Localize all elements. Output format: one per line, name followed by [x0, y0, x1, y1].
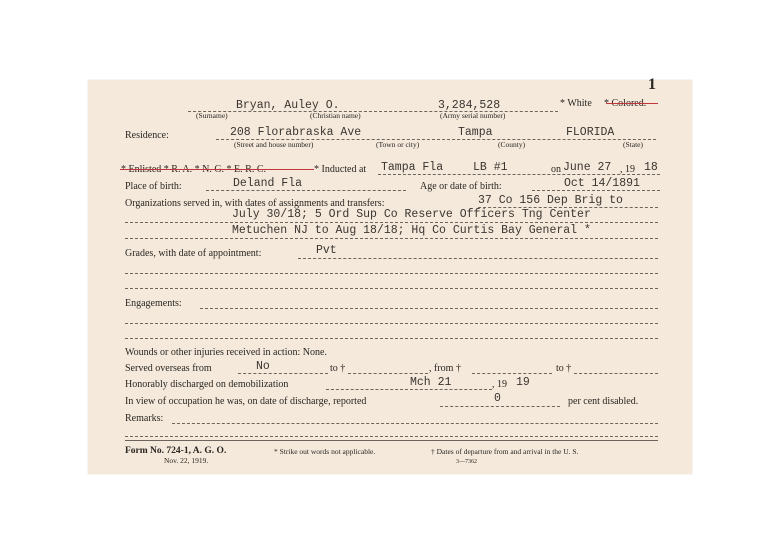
grades-dash-2 — [125, 273, 658, 274]
birthplace-line — [206, 190, 406, 191]
overseas-dash-3 — [472, 373, 552, 374]
disability-dash — [440, 406, 560, 407]
to-label-1: to † — [330, 363, 346, 374]
discharge-year-prefix: , 19 — [492, 379, 507, 390]
discharge-dash — [326, 389, 492, 390]
overseas-typed: No — [256, 360, 270, 373]
disability-label: In view of occupation he was, on date of discharge, reported — [125, 396, 367, 407]
orgs-line2: July 30/18; 5 Ord Sup Co Reserve Officers Tng Center — [232, 208, 591, 221]
grades-typed: Pvt — [316, 244, 337, 257]
town-caption: (Town or city) — [376, 140, 420, 149]
inducted-place: Tampa Fla — [381, 161, 444, 174]
overseas-dash-2 — [348, 373, 428, 374]
state-typed: FLORIDA — [566, 126, 615, 139]
engagements-dash-2 — [125, 323, 658, 324]
footer-rule — [125, 440, 658, 441]
grades-label: Grades, with date of appointment: — [125, 248, 262, 259]
remarks-label: Remarks: — [125, 413, 164, 424]
overseas-dash-1 — [238, 373, 328, 374]
inducted-line — [378, 174, 660, 175]
street-caption: (Street and house number) — [234, 140, 314, 149]
discharge-typed: Mch 21 — [410, 376, 452, 389]
white-label: * White — [560, 98, 592, 109]
inducted-year: 18 — [644, 161, 658, 174]
remarks-dash-1 — [172, 423, 658, 424]
orgs-line1: 37 Co 156 Dep Brig to — [478, 194, 623, 207]
enlisted-struck-label: * Enlisted * R. A. * N. G. * E. R. C. — [121, 164, 267, 175]
remarks-dash-2 — [125, 436, 658, 437]
state-caption: (State) — [623, 140, 643, 149]
footnote-dates: † Dates of departure from and arrival in the U. S. — [431, 447, 579, 456]
form-number: Form No. 724-1, A. G. O. — [125, 446, 227, 456]
serial-caption: (Army serial number) — [440, 111, 506, 120]
overseas-dash-4 — [574, 373, 658, 374]
street-typed: 208 Florabraska Ave — [230, 126, 362, 139]
orgs-line3: Metuchen NJ to Aug 18/18; Hq Co Curtis Bay General * — [232, 224, 591, 237]
disability-suffix: per cent disabled. — [568, 396, 639, 407]
orgs-dash-3 — [125, 238, 658, 239]
service-record-card — [88, 76, 692, 474]
disability-typed: 0 — [494, 392, 501, 405]
birthplace-typed: Deland Fla — [233, 177, 303, 190]
to-label-2: to † — [556, 363, 572, 374]
name-typed: Bryan, Auley O. — [236, 99, 340, 112]
grades-dash-3 — [125, 288, 658, 289]
lb-typed: LB #1 — [473, 161, 508, 174]
orgs-label: Organizations served in, with dates of assignments and transfers: — [125, 198, 385, 209]
engagements-dash-3 — [125, 338, 658, 339]
inducted-label: * Inducted at — [314, 164, 367, 175]
engagements-dash-1 — [200, 308, 658, 309]
christian-caption: (Christian name) — [310, 111, 361, 120]
from-label: , from † — [429, 363, 461, 374]
on-label: on — [551, 164, 561, 175]
colored-strike — [606, 103, 658, 104]
page-number: 1 — [648, 76, 656, 93]
birthdate-line — [532, 190, 660, 191]
residence-label: Residence: — [125, 130, 169, 141]
discharge-year: 19 — [516, 376, 530, 389]
overseas-label: Served overseas from — [125, 363, 212, 374]
enlisted-strike — [120, 169, 314, 170]
wounds-label: Wounds or other injuries received in action: None. — [125, 347, 327, 358]
inducted-date: June 27 — [563, 161, 612, 174]
colored-label: * Colored. — [604, 98, 647, 109]
print-code: 3—7362 — [456, 459, 477, 465]
birthplace-label: Place of birth: — [125, 181, 182, 192]
orgs-dash-2 — [125, 222, 658, 223]
engagements-label: Engagements: — [125, 298, 182, 309]
surname-caption: (Surname) — [196, 111, 228, 120]
discharge-label: Honorably discharged on demobilization — [125, 379, 289, 390]
footnote-strike: * Strike out words not applicable. — [274, 447, 376, 456]
town-typed: Tampa — [458, 126, 493, 139]
serial-typed: 3,284,528 — [438, 99, 501, 112]
year-prefix: , 19 — [620, 164, 635, 175]
birthdate-typed: Oct 14/1891 — [564, 177, 640, 190]
form-date: Nov. 22, 1919. — [164, 456, 209, 465]
age-label: Age or date of birth: — [420, 181, 502, 192]
grades-dash-1 — [298, 258, 658, 259]
county-caption: (County) — [498, 140, 526, 149]
